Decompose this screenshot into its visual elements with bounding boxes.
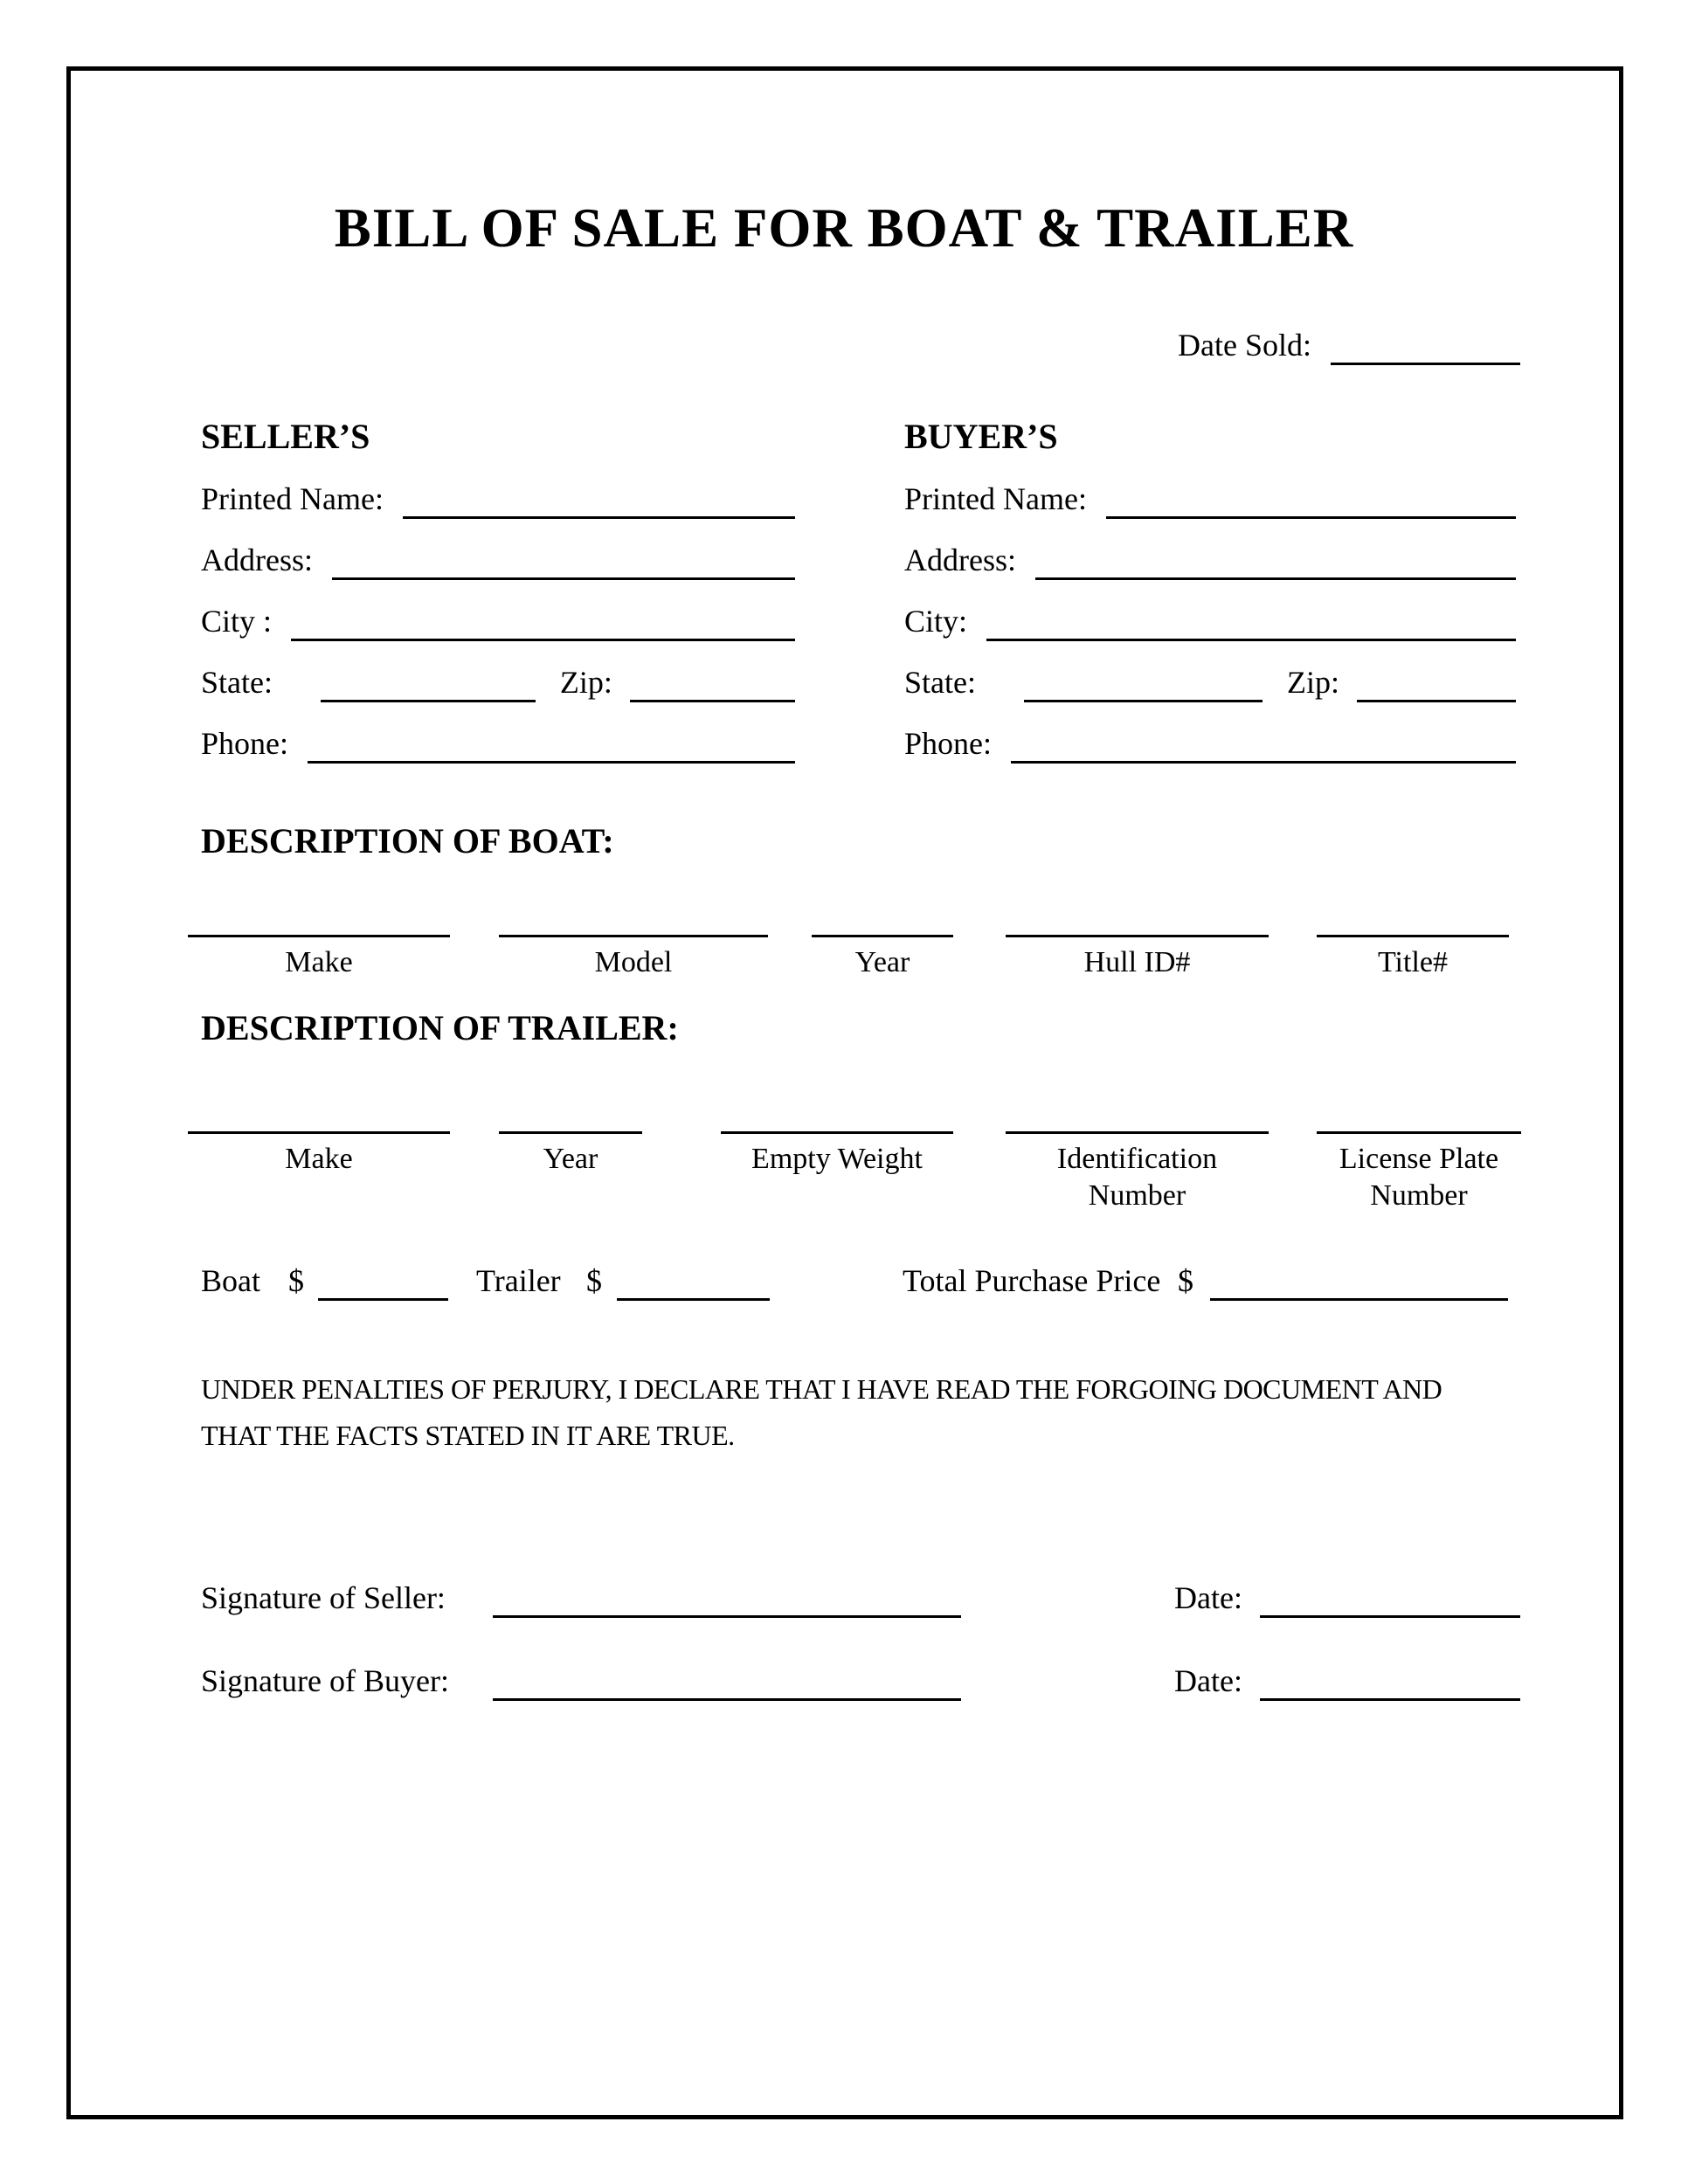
seller-printed-name-row (201, 479, 795, 519)
buyer-phone-label: Phone: (904, 726, 993, 761)
date-sold-row (1178, 325, 1520, 365)
boat-make-caption: Make (285, 946, 353, 978)
total-price-currency: $ (1178, 1263, 1193, 1298)
seller-printed-name-input-line[interactable] (403, 479, 795, 519)
boat-price-input-line[interactable] (318, 1298, 448, 1301)
perjury-declaration-text: UNDER PENALTIES OF PERJURY, I DECLARE THAT I HAVE READ THE FORGOING DOCUMENT AND THAT THE FACTS STATED IN IT ARE TRUE. (201, 1373, 1442, 1451)
trailer-empty-weight-caption: Empty Weight (751, 1143, 923, 1175)
seller-state-input-line[interactable] (321, 662, 536, 702)
seller-city-label: City : (201, 604, 273, 639)
seller-signature-date-input-line[interactable] (1260, 1615, 1520, 1618)
buyer-zip-input-line[interactable] (1357, 662, 1516, 702)
buyer-signature-label: Signature of Buyer: (201, 1663, 449, 1698)
buyer-zip-label: Zip: (1287, 665, 1339, 700)
trailer-price-currency: $ (586, 1263, 602, 1298)
seller-state-zip-row (201, 662, 795, 702)
seller-address-label: Address: (201, 543, 313, 577)
boat-price-label: Boat (201, 1263, 260, 1298)
boat-year-field[interactable] (812, 935, 953, 981)
buyer-address-row (904, 540, 1516, 580)
seller-city-row (201, 601, 795, 641)
buyer-phone-row (904, 723, 1516, 764)
seller-phone-row (201, 723, 795, 764)
boat-year-caption: Year (854, 946, 910, 978)
buyer-signature-date-label: Date: (1174, 1663, 1242, 1698)
boat-title-number-caption: Title# (1377, 946, 1448, 978)
buyer-printed-name-label: Printed Name: (904, 481, 1087, 516)
total-price-input-line[interactable] (1210, 1298, 1508, 1301)
buyer-address-input-line[interactable] (1035, 540, 1516, 580)
document-title: BILL OF SALE FOR BOAT & TRAILER (334, 197, 1354, 259)
boat-hull-id-caption: Hull ID# (1083, 946, 1191, 978)
trailer-identification-number-field[interactable] (1006, 1131, 1269, 1214)
buyer-printed-name-input-line[interactable] (1106, 479, 1516, 519)
seller-address-input-line[interactable] (332, 540, 795, 580)
buyer-address-label: Address: (904, 543, 1016, 577)
page-border (66, 66, 1623, 2119)
seller-zip-input-line[interactable] (630, 662, 795, 702)
trailer-price-label: Trailer (476, 1263, 561, 1298)
date-sold-label: Date Sold: (1178, 328, 1311, 363)
trailer-identification-number-caption: Identification Number (1056, 1143, 1218, 1212)
seller-state-label: State: (201, 665, 273, 700)
buyer-section-heading: BUYER’S (904, 417, 1058, 456)
seller-phone-input-line[interactable] (308, 723, 795, 764)
trailer-year-caption: Year (543, 1143, 598, 1175)
trailer-make-field[interactable] (188, 1131, 450, 1178)
boat-title-number-field[interactable] (1317, 935, 1509, 981)
boat-price-currency: $ (288, 1263, 304, 1298)
seller-zip-label: Zip: (559, 665, 612, 700)
seller-signature-label: Signature of Seller: (201, 1580, 446, 1615)
buyer-state-zip-row (904, 662, 1516, 702)
boat-model-field[interactable] (499, 935, 768, 981)
buyer-state-input-line[interactable] (1024, 662, 1263, 702)
seller-city-input-line[interactable] (291, 601, 795, 641)
date-sold-input-line[interactable] (1331, 325, 1520, 365)
seller-printed-name-label: Printed Name: (201, 481, 384, 516)
trailer-license-plate-caption: License Plate Number (1339, 1143, 1499, 1212)
seller-signature-row (201, 1578, 1525, 1620)
price-row (201, 1261, 1512, 1304)
buyer-phone-input-line[interactable] (1011, 723, 1516, 764)
total-price-label: Total Purchase Price (903, 1263, 1161, 1298)
trailer-make-caption: Make (285, 1143, 353, 1175)
buyer-signature-date-input-line[interactable] (1260, 1698, 1520, 1701)
buyer-printed-name-row (904, 479, 1516, 519)
seller-address-row (201, 540, 795, 580)
trailer-section-heading: DESCRIPTION OF TRAILER: (201, 1008, 679, 1047)
seller-signature-input-line[interactable] (493, 1615, 961, 1618)
buyer-signature-input-line[interactable] (493, 1698, 961, 1701)
seller-phone-label: Phone: (201, 726, 289, 761)
seller-signature-date-label: Date: (1174, 1580, 1242, 1615)
trailer-price-input-line[interactable] (617, 1298, 770, 1301)
boat-section-heading: DESCRIPTION OF BOAT: (201, 821, 614, 860)
boat-hull-id-field[interactable] (1006, 935, 1269, 981)
boat-make-field[interactable] (188, 935, 450, 981)
buyer-city-input-line[interactable] (986, 601, 1516, 641)
trailer-license-plate-field[interactable] (1317, 1131, 1521, 1214)
buyer-city-row (904, 601, 1516, 641)
buyer-state-label: State: (904, 665, 976, 700)
seller-section-heading: SELLER’S (201, 417, 370, 456)
buyer-city-label: City: (904, 604, 968, 639)
trailer-year-field[interactable] (499, 1131, 642, 1178)
trailer-empty-weight-field[interactable] (721, 1131, 953, 1178)
buyer-signature-row (201, 1661, 1525, 1703)
boat-model-caption: Model (594, 946, 673, 978)
